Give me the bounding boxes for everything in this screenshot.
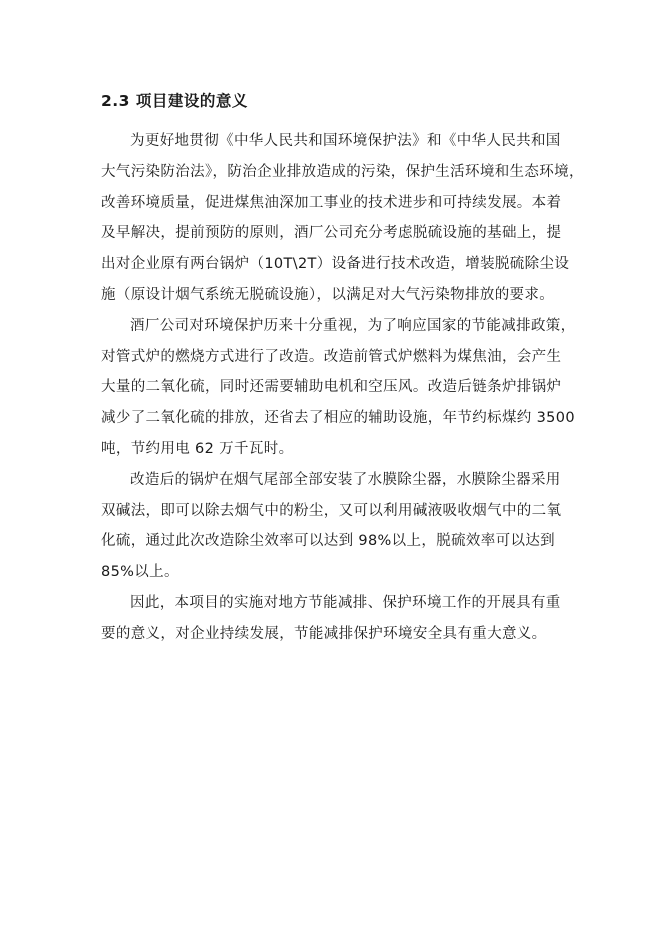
text-line: 改善环境质量，促进煤焦油深加工事业的技术进步和可持续发展。本着 xyxy=(101,194,562,211)
text-line: 因此，本项目的实施对地方节能减排、保护环境工作的开展具有重 xyxy=(130,594,561,611)
paragraph-2 xyxy=(101,311,611,465)
paragraph-3 xyxy=(101,465,611,588)
text-line: 大气污染防治法》，防治企业排放造成的污染，保护生活环境和生态环境， xyxy=(101,163,584,180)
text-line: 减少了二氧化硫的排放，还省去了相应的辅助设施，年节约标煤约 3500 xyxy=(101,410,575,427)
text-line: 吨，节约用电 62 万千瓦时。 xyxy=(101,440,294,457)
text-line: 大量的二氧化硫，同时还需要辅助电机和空压风。改造后链条炉排锅炉 xyxy=(101,379,562,396)
body-text xyxy=(101,126,611,650)
text-line: 为更好地贯彻《中华人民共和国环境保护法》和《中华人民共和国 xyxy=(130,133,561,149)
text-line: 双碱法，即可以除去烟气中的粉尘，又可以利用碱液吸收烟气中的二氧 xyxy=(101,502,562,519)
text-line: 及早解决，提前预防的原则，酒厂公司充分考虑脱硫设施的基础上，提 xyxy=(101,225,562,242)
text-line: 对管式炉的燃烧方式进行了改造。改造前管式炉燃料为煤焦油，会产生 xyxy=(101,348,562,365)
text-line: 改造后的锅炉在烟气尾部全部安装了水膜除尘器，水膜除尘器采用 xyxy=(130,471,561,488)
paragraph-1 xyxy=(101,126,611,311)
text-line: 85%以上。 xyxy=(101,564,179,581)
paragraph-4 xyxy=(101,588,611,650)
text-line: 要的意义，对企业持续发展，节能减排保护环境安全具有重大意义。 xyxy=(101,625,547,642)
text-line: 出对企业原有两台锅炉（10T\2T）设备进行技术改造，增装脱硫除尘设 xyxy=(101,256,570,273)
section-heading: 2.3 项目建设的意义 xyxy=(101,92,248,110)
text-line: 酒厂公司对环境保护历来十分重视，为了响应国家的节能减排政策， xyxy=(130,317,576,334)
text-line: 化硫，通过此次改造除尘效率可以达到 98%以上，脱硫效率可以达到 xyxy=(101,533,556,550)
text-line: 施（原设计烟气系统无脱硫设施），以满足对大气污染物排放的要求。 xyxy=(101,286,555,303)
